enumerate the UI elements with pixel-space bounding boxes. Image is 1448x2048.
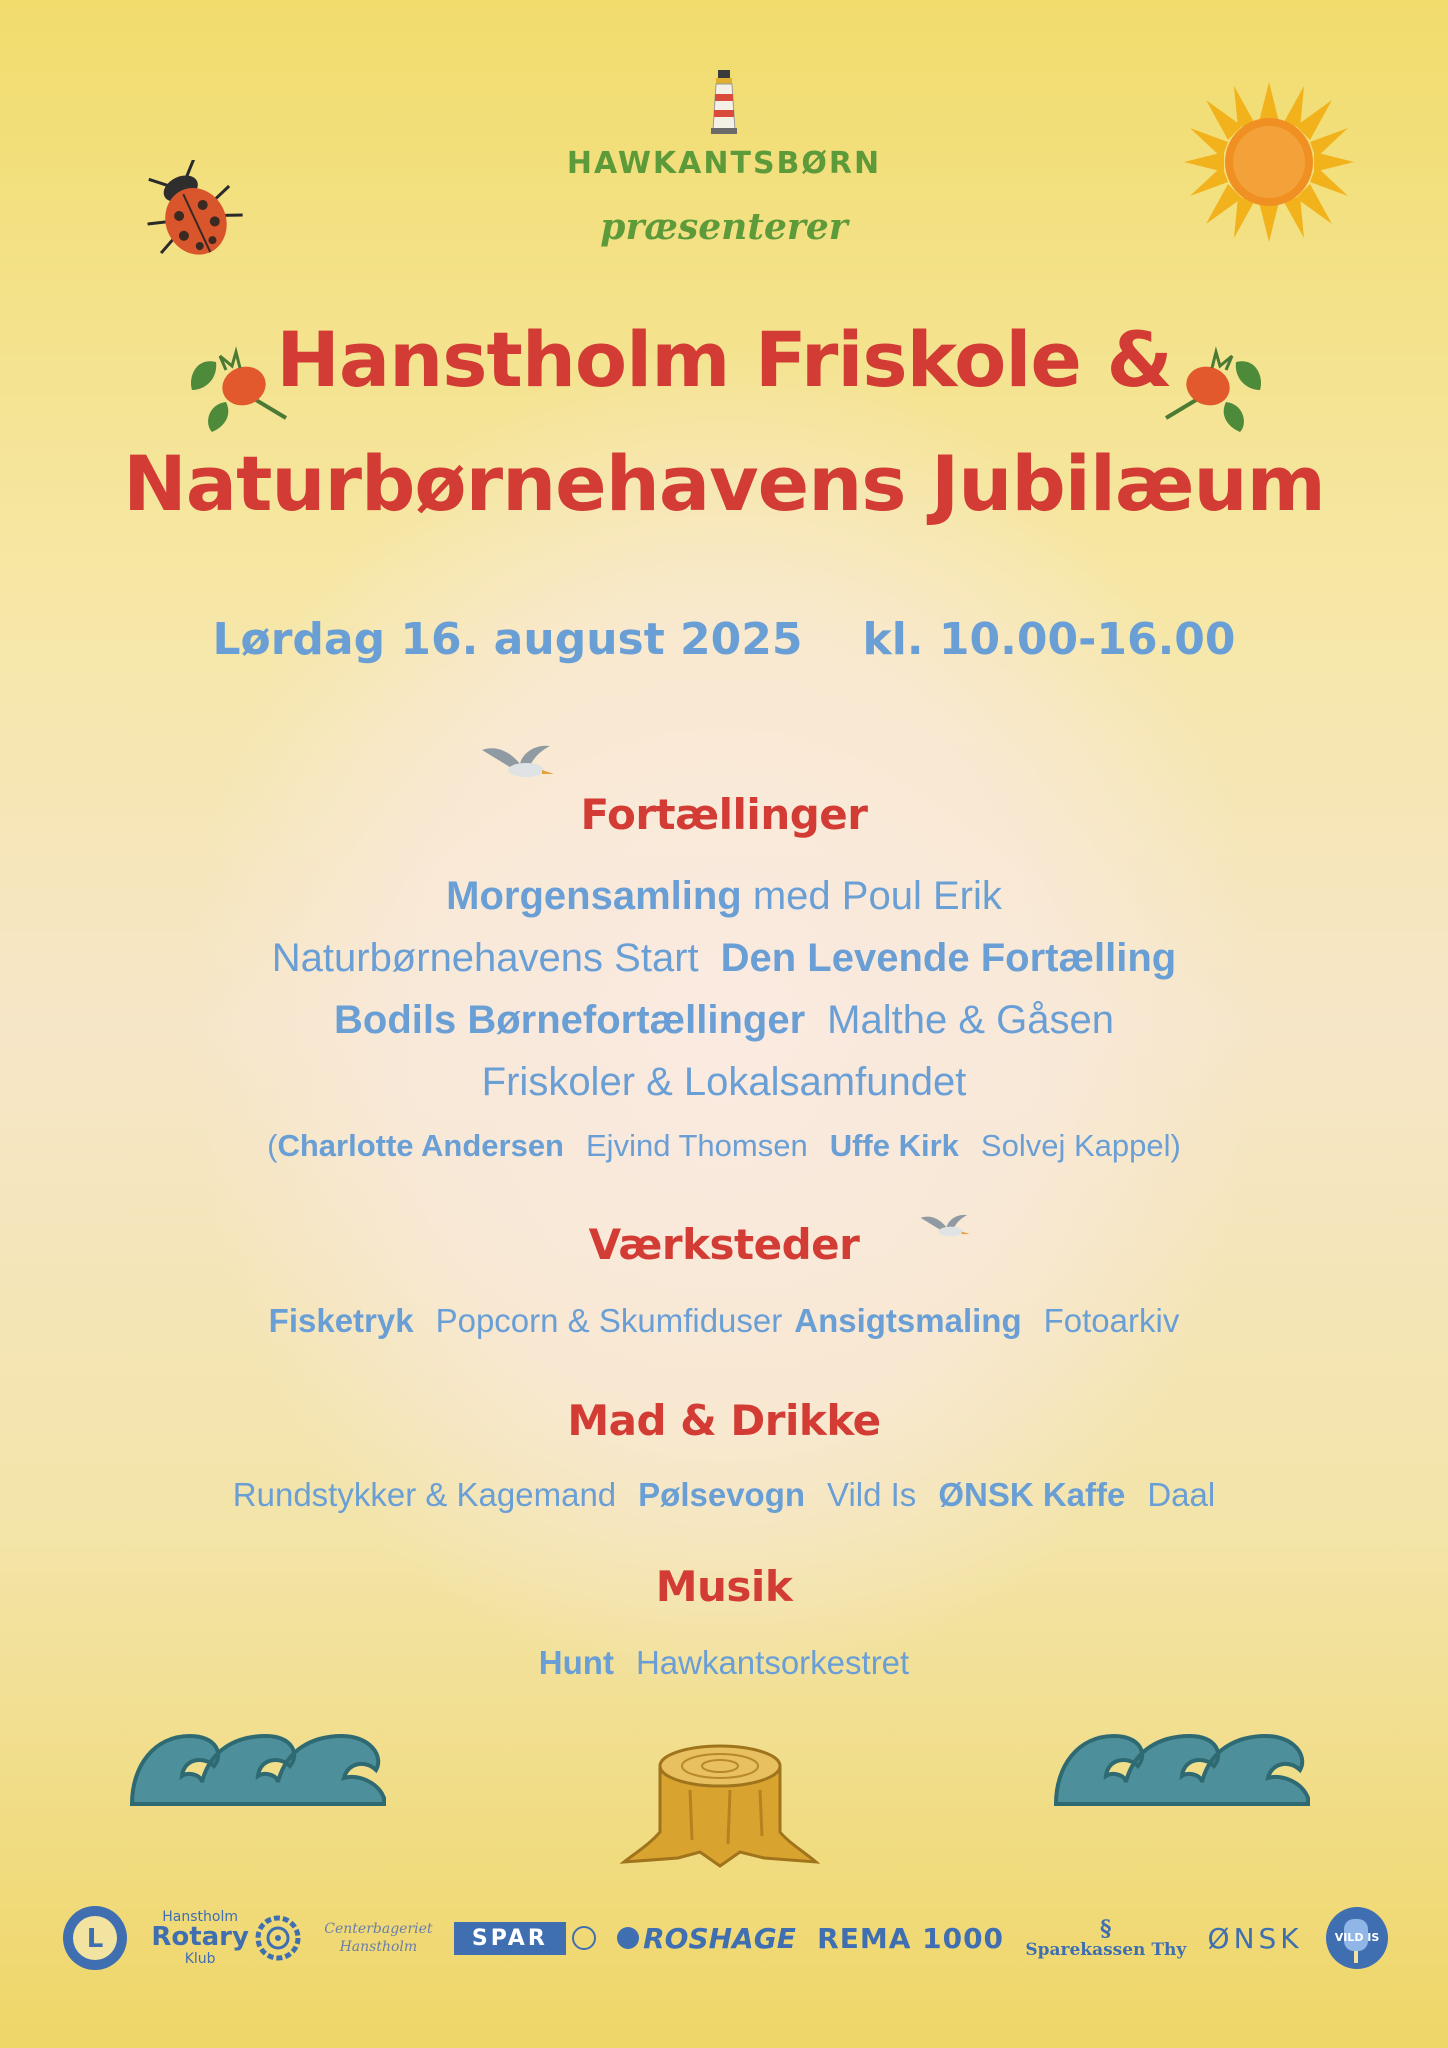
sparekassen-logo [1025, 1917, 1186, 1960]
onsk-logo: ØNSK [1207, 1921, 1303, 1955]
sparekassen-icon: § [1100, 1915, 1112, 1942]
program-item: Popcorn & Skumfiduser [435, 1302, 783, 1339]
program-item: Ansigtsmaling [794, 1302, 1022, 1339]
workshop-line [0, 1302, 1448, 1340]
sun-icon [1184, 82, 1354, 242]
rema-logo: REMA 1000 [817, 1921, 1005, 1955]
seagull-icon [478, 740, 566, 784]
rotary-logo [151, 1910, 303, 1967]
rotary-top: Hanstholm [162, 1908, 238, 1925]
section-heading-workshops: Værksteder [588, 1220, 860, 1269]
program-item: Daal [1147, 1476, 1216, 1513]
section-heading-music: Musik [655, 1562, 793, 1611]
lions-logo [60, 1903, 130, 1973]
brand-name: HAWKANTSBØRN [566, 146, 882, 181]
presents-text: præsenterer [600, 206, 848, 248]
program-item: Friskoler & Lokalsamfundet [481, 1060, 967, 1104]
program-item: Pølsevogn [638, 1476, 806, 1513]
story-line-2 [0, 936, 1448, 981]
program-item: Vild Is [827, 1476, 917, 1513]
centerbageriet-logo [324, 1920, 432, 1956]
wave-icon [128, 1726, 388, 1808]
program-item: Fisketryk [268, 1302, 414, 1339]
narrator: Charlotte Andersen [277, 1128, 564, 1163]
centerbageriet-name: Centerbageriet [324, 1920, 433, 1937]
program-item: Hunt [538, 1644, 614, 1681]
event-time: kl. 10.00-16.00 [862, 614, 1236, 665]
program-item: Rundstykker & Kagemand [232, 1476, 617, 1513]
program-item: Naturbørnehavens Start [271, 936, 699, 980]
story-line-3 [0, 998, 1448, 1043]
title-line-2: Naturbørnehavens Jubilæum [123, 439, 1325, 528]
section-heading-food: Mad & Drikke [567, 1396, 881, 1445]
wave-icon [1052, 1726, 1312, 1808]
program-item: med Poul Erik [752, 874, 1002, 918]
ladybug-icon [138, 160, 248, 270]
story-line-4 [0, 1060, 1448, 1105]
narrator: Ejvind Thomsen [586, 1128, 808, 1163]
program-item: Den Levende Fortælling [720, 936, 1177, 980]
rotary-mid: Rotary [151, 1922, 249, 1953]
music-line [0, 1644, 1448, 1682]
lighthouse-icon [708, 70, 740, 134]
title-line-1: Hanstholm Friskole & [276, 315, 1172, 404]
event-date [0, 614, 1448, 665]
program-item: Bodils Børnefortællinger [334, 998, 806, 1042]
spar-tree-icon [572, 1926, 596, 1950]
paren: ( [267, 1128, 278, 1163]
program-item: Fotoarkiv [1043, 1302, 1180, 1339]
section-heading-stories: Fortællinger [580, 790, 868, 839]
program-item: Malthe & Gåsen [827, 998, 1114, 1042]
rotary-bot: Klub [184, 1950, 216, 1967]
story-line-1 [0, 874, 1448, 919]
story-narrators [0, 1128, 1448, 1164]
rotary-wheel-icon [253, 1913, 303, 1963]
spar-logo [454, 1922, 596, 1955]
sparekassen-text: Sparekassen Thy [1025, 1939, 1187, 1960]
narrator: Uffe Kirk [829, 1128, 959, 1163]
centerbageriet-town: Hanstholm [339, 1939, 418, 1955]
event-day: Lørdag 16. august 2025 [212, 614, 803, 665]
vildis-text: VILD IS [1334, 1931, 1380, 1944]
narrator: Solvej Kappel) [980, 1128, 1181, 1163]
roshage-dot-icon [617, 1927, 639, 1949]
roshage-text: ROSHAGE [643, 1921, 796, 1955]
sponsor-strip [60, 1900, 1390, 1976]
tree-stump-icon [620, 1740, 820, 1870]
food-line [0, 1476, 1448, 1514]
program-item: Morgensamling [446, 874, 742, 918]
spar-text: SPAR [454, 1922, 566, 1955]
svg-text:L: L [86, 1924, 104, 1954]
vildis-logo [1324, 1905, 1390, 1971]
roshage-logo [617, 1922, 796, 1955]
program-item: ØNSK Kaffe [938, 1476, 1126, 1513]
program-item: Hawkantsorkestret [635, 1644, 910, 1681]
